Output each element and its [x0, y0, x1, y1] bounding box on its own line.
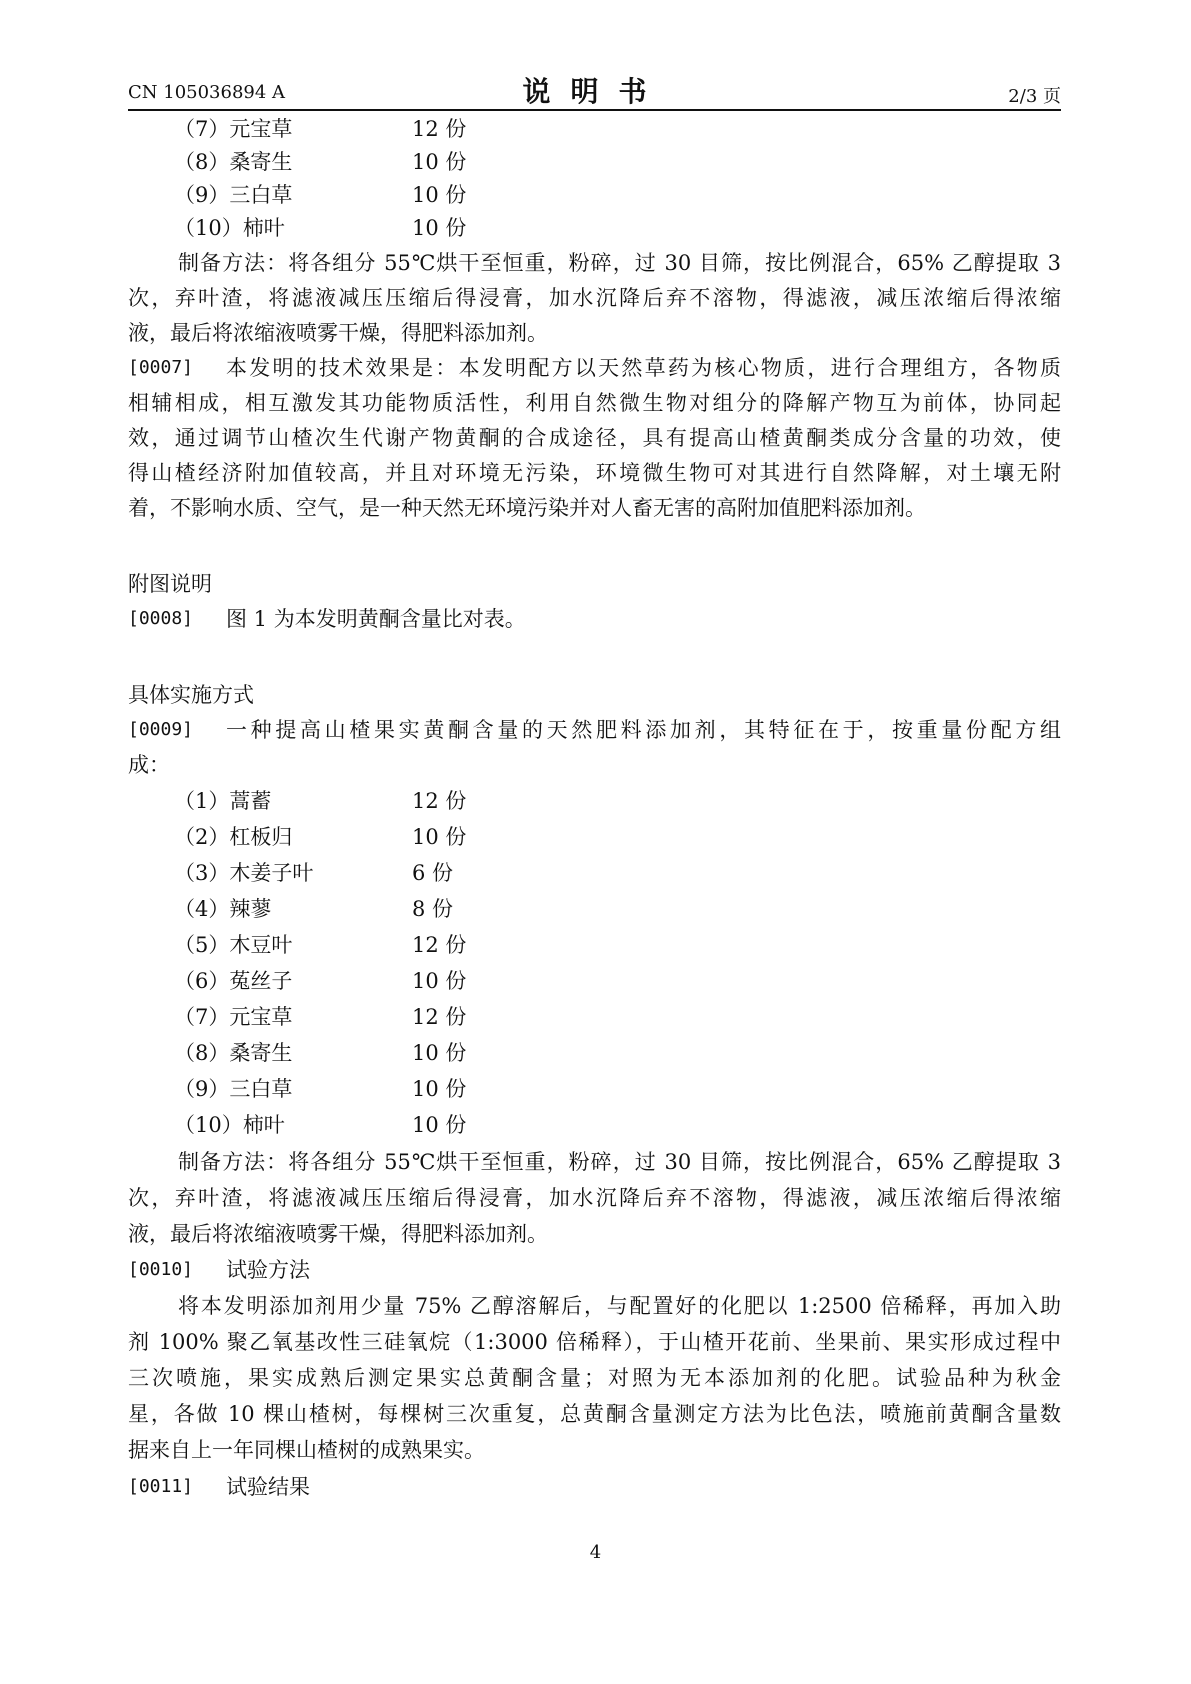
patent-number: CN 105036894 A [128, 82, 286, 103]
list-item: （3）木姜子叶 6 份 [174, 861, 454, 885]
document-title: 说明书 [522, 75, 667, 108]
p0007-line: 得山楂经济附加值较高，并且对环境无污染，环境微生物可对其进行自然降解，对土壤无附 [128, 461, 1061, 485]
p0009-line: 成： [128, 753, 170, 777]
prep2-line: 次，弃叶渣，将滤液减压压缩后得浸膏，加水沉降后弃不溶物，得滤液，减压浓缩后得浓缩 [128, 1186, 1061, 1210]
list-item: （4）辣蓼 8 份 [174, 897, 454, 921]
list-item: （7）元宝草 12 份 [174, 1005, 467, 1029]
paragraph-tag: [0011] [128, 1476, 194, 1497]
p0007-line: 效，通过调节山楂次生代谢产物黄酮的合成途径，具有提高山楂黄酮类成分含量的功效，使 [128, 426, 1061, 450]
prep1-line: 次，弃叶渣，将滤液减压压缩后得浸膏，加水沉降后弃不溶物，得滤液，减压浓缩后得浓缩 [128, 286, 1061, 310]
prep1-line: 液，最后将浓缩液喷雾干燥，得肥料添加剂。 [128, 321, 548, 345]
test-method-line: 将本发明添加剂用少量 75% 乙醇溶解后，与配置好的化肥以 1:2500 倍稀释，再加入助 [178, 1294, 1061, 1318]
paragraph-0009: [0009] 一种提高山楂果实黄酮含量的天然肥料添加剂，其特征在于，按重量份配方组 [128, 713, 1061, 747]
list-item: （7）元宝草 12 份 [174, 117, 467, 141]
list-item: （1）蒿蓄 12 份 [174, 789, 467, 813]
prep2-line: 制备方法：将各组分 55℃烘干至恒重，粉碎，过 30 目筛，按比例混合，65% 乙醇提取 3 [178, 1150, 1061, 1174]
paragraph-0007: [0007] 本发明的技术效果是：本发明配方以天然草药为核心物质，进行合理组方，各物质 [128, 351, 1061, 385]
paragraph-tag: [0008] [128, 608, 194, 629]
list-item: （10）柿叶 10 份 [174, 1113, 467, 1137]
section-heading-figures: 附图说明 [128, 572, 212, 596]
test-method-line: 据来自上一年同棵山楂树的成熟果实。 [128, 1438, 485, 1462]
page-number: 4 [589, 1542, 602, 1563]
header-rule [128, 109, 1061, 111]
paragraph-0010: [0010] 试验方法 [128, 1253, 1061, 1287]
list-item: （8）桑寄生 10 份 [174, 150, 467, 174]
test-method-line: 三次喷施，果实成熟后测定果实总黄酮含量；对照为无本添加剂的化肥。试验品种为秋金 [128, 1366, 1061, 1390]
test-method-line: 剂 100% 聚乙氧基改性三硅氧烷（1:3000 倍稀释），于山楂开花前、坐果前、果实形成过程中 [128, 1330, 1061, 1354]
paragraph-tag: [0007] [128, 357, 194, 378]
paragraph-tag: [0010] [128, 1259, 194, 1280]
page-indicator: 2/3 页 [1008, 86, 1061, 107]
p0007-line: 着，不影响水质、空气，是一种天然无环境污染并对人畜无害的高附加值肥料添加剂。 [128, 496, 926, 520]
list-item: （9）三白草 10 份 [174, 1077, 467, 1101]
paragraph-tag: [0009] [128, 719, 194, 740]
list-item: （2）杠板归 10 份 [174, 825, 467, 849]
prep1-line: 制备方法：将各组分 55℃烘干至恒重，粉碎，过 30 目筛，按比例混合，65% 乙醇提取 3 [178, 251, 1061, 275]
p0007-line: 相辅相成，相互激发其功能物质活性，利用自然微生物对组分的降解产物互为前体，协同起 [128, 391, 1061, 415]
list-item: （10）柿叶 10 份 [174, 216, 467, 240]
test-method-line: 星，各做 10 棵山楂树，每棵树三次重复，总黄酮含量测定方法为比色法，喷施前黄酮含量数 [128, 1402, 1061, 1426]
paragraph-0008: [0008] 图 1 为本发明黄酮含量比对表。 [128, 602, 1061, 636]
list-item: （8）桑寄生 10 份 [174, 1041, 467, 1065]
prep2-line: 液，最后将浓缩液喷雾干燥，得肥料添加剂。 [128, 1222, 548, 1246]
section-heading-embodiment: 具体实施方式 [128, 683, 254, 707]
page-header [128, 66, 1061, 110]
list-item: （5）木豆叶 12 份 [174, 933, 467, 957]
paragraph-0011: [0011] 试验结果 [128, 1470, 1061, 1504]
list-item: （9）三白草 10 份 [174, 183, 467, 207]
list-item: （6）菟丝子 10 份 [174, 969, 467, 993]
